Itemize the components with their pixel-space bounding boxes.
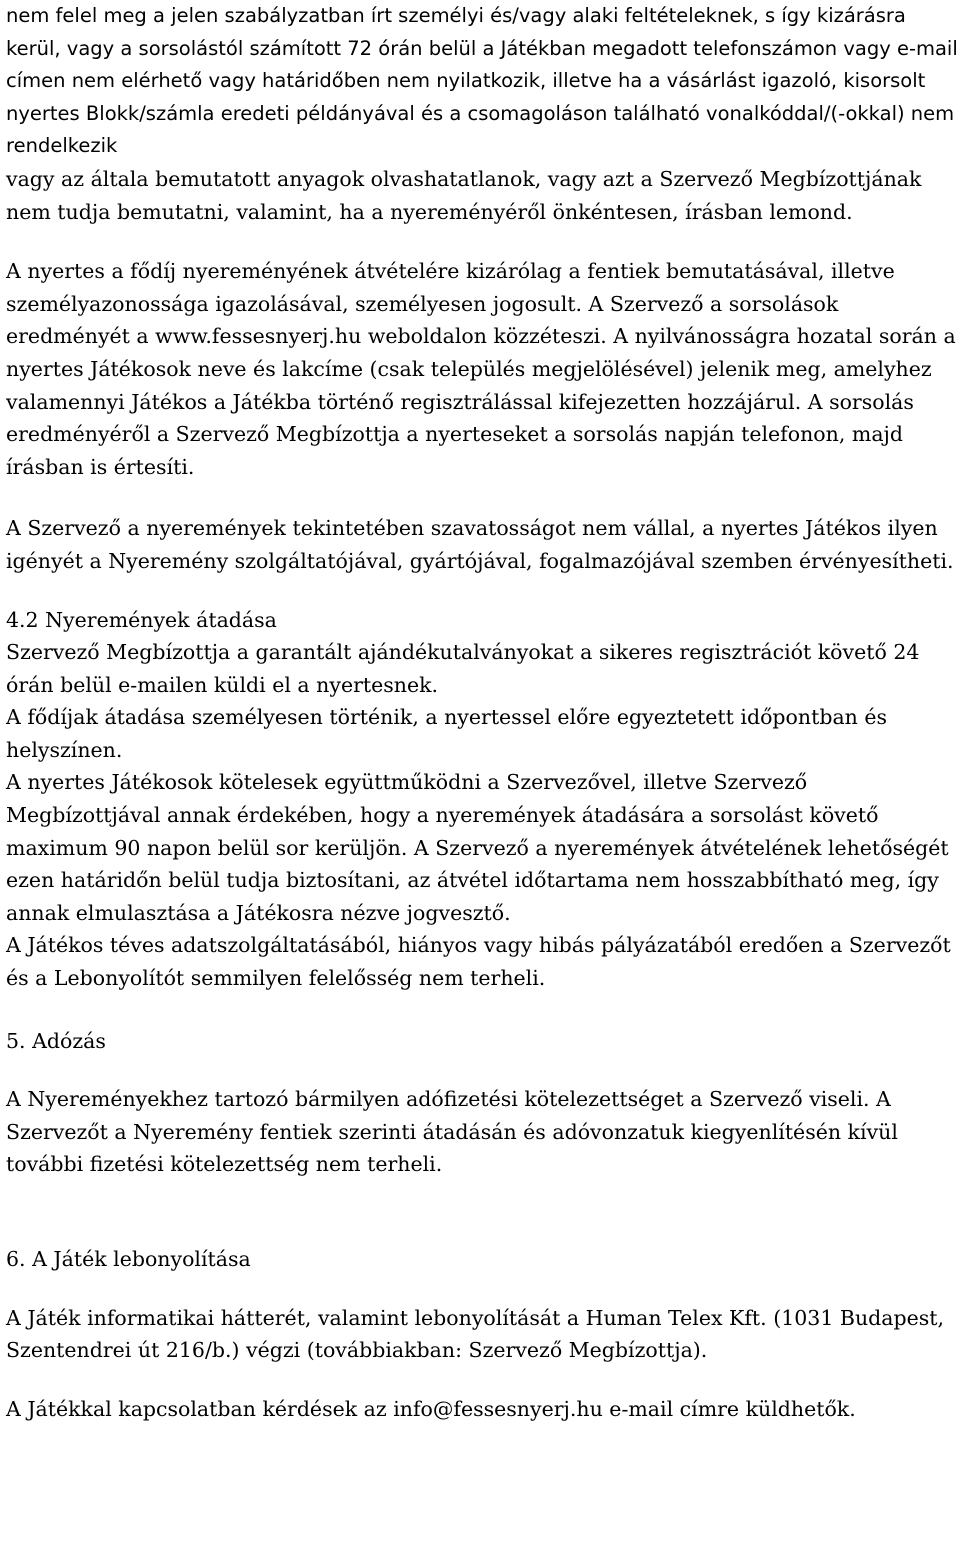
paragraph-cooperation: A nyertes Játékosok kötelesek együttműködni a Szervezővel, illetve Szervező Megbízottjával annak érdekében, hogy a nyeremények átadására a sorsolást követő maximum 90 napon belül sor kerüljön. A Szervező a nyeremények átvételének lehetőségét ezen határidőn belül tudja biztosítani, az átvétel időtartama nem hosszabbítható meg, így annak elmulasztása a Játékosra nézve jogvesztő. (6, 770, 949, 925)
paragraph-liability: A Játékos téves adatszolgáltatásából, hiányos vagy hibás pályázatából eredően a Szervezőt és a Lebonyolítót semmilyen felelősség nem terheli. (6, 933, 951, 991)
spacer (6, 1367, 958, 1393)
paragraph-voucher-delivery: Szervező Megbízottja a garantált ajándékutalványokat a sikeres regisztrációt követő 24 órán belül e-mailen küldi el a nyertesnek. (6, 640, 920, 697)
paragraph-taxation: A Nyereményekhez tartozó bármilyen adófizetési kötelezettséget a Szervező viseli. A Szervezőt a Nyeremény fentiek szerinti átadásán és adóvonzatuk kiegyenlítésén kívül további fizetési kötelezettség nem terheli. (6, 1087, 898, 1177)
paragraph-contact: A Játékkal kapcsolatban kérdések az info@fessesnyerj.hu e-mail címre küldhetők. (6, 1396, 856, 1421)
spacer (6, 228, 958, 255)
spacer (6, 578, 958, 604)
paragraph-exclusion-serif: vagy az általa bemutatott anyagok olvashatatlanok, vagy azt a Szervező Megbízottjának nem tudja bemutatni, valamint, ha a nyereményéről önkéntesen, írásban lemond. (6, 166, 922, 224)
paragraph-main-prize-handover: A fődíjak átadása személyesen történik, a nyertessel előre egyeztetett időpontban és helyszínen. (6, 705, 888, 762)
heading-section-4-2: 4.2 Nyeremények átadása (6, 607, 277, 632)
paragraph-prize-claim: A nyertes a fődíj nyereményének átvételére kizárólag a fentiek bemutatásával, illetve személyazonossága igazolásával, személyesen jogosult. A Szervező a sorsolások eredményét a www.fessesnyerj.hu weboldalon közzéteszi. A nyilvánosságra hozatal során a nyertes Játékosok neve és lakcíme (csak település megjelölésével) jelenik meg, amelyhez valamennyi Játékos a Játékba történő regisztrálással kifejezetten hozzájárul. A sorsolás eredményéről a Szervező Megbízottja a nyerteseket a sorsolás napján telefonon, majd írásban is értesíti. (6, 259, 956, 479)
spacer (6, 1057, 958, 1083)
heading-section-6: 6. A Játék lebonyolítása (6, 1247, 251, 1271)
paragraph-exclusion-sans: nem felel meg a jelen szabályzatban írt személyi és/vagy alaki feltételeknek, s így kizárásra kerül, vagy a sorsolástól számított 72 órán belül a Játékban megadott telefonszámon vagy e-mail címen nem elérhető vagy határidőben nem nyilatkozik, illetve ha a vásárlást igazoló, kisorsolt nyertes Blokk/számla eredeti példányával és a csomagoláson található vonalkóddal/(-okkal) nem rendelkezik (6, 4, 958, 158)
spacer (6, 1181, 958, 1243)
paragraph-warranty: A Szervező a nyeremények tekintetében szavatosságot nem vállal, a nyertes Játékos ilyen igényét a Nyeremény szolgáltatójával, gyártójával, fogalmazójával szemben érvényesítheti. (6, 516, 954, 573)
spacer (6, 1276, 958, 1302)
document-page (6, 0, 958, 1425)
paragraph-operator: A Játék informatikai hátterét, valamint lebonyolítását a Human Telex Kft. (1031 Budapest, Szentendrei út 216/b.) végzi (továbbiakban: Szervező Megbízottja). (6, 1305, 945, 1363)
heading-section-5: 5. Adózás (6, 1028, 106, 1053)
spacer (6, 483, 958, 512)
spacer (6, 995, 958, 1025)
